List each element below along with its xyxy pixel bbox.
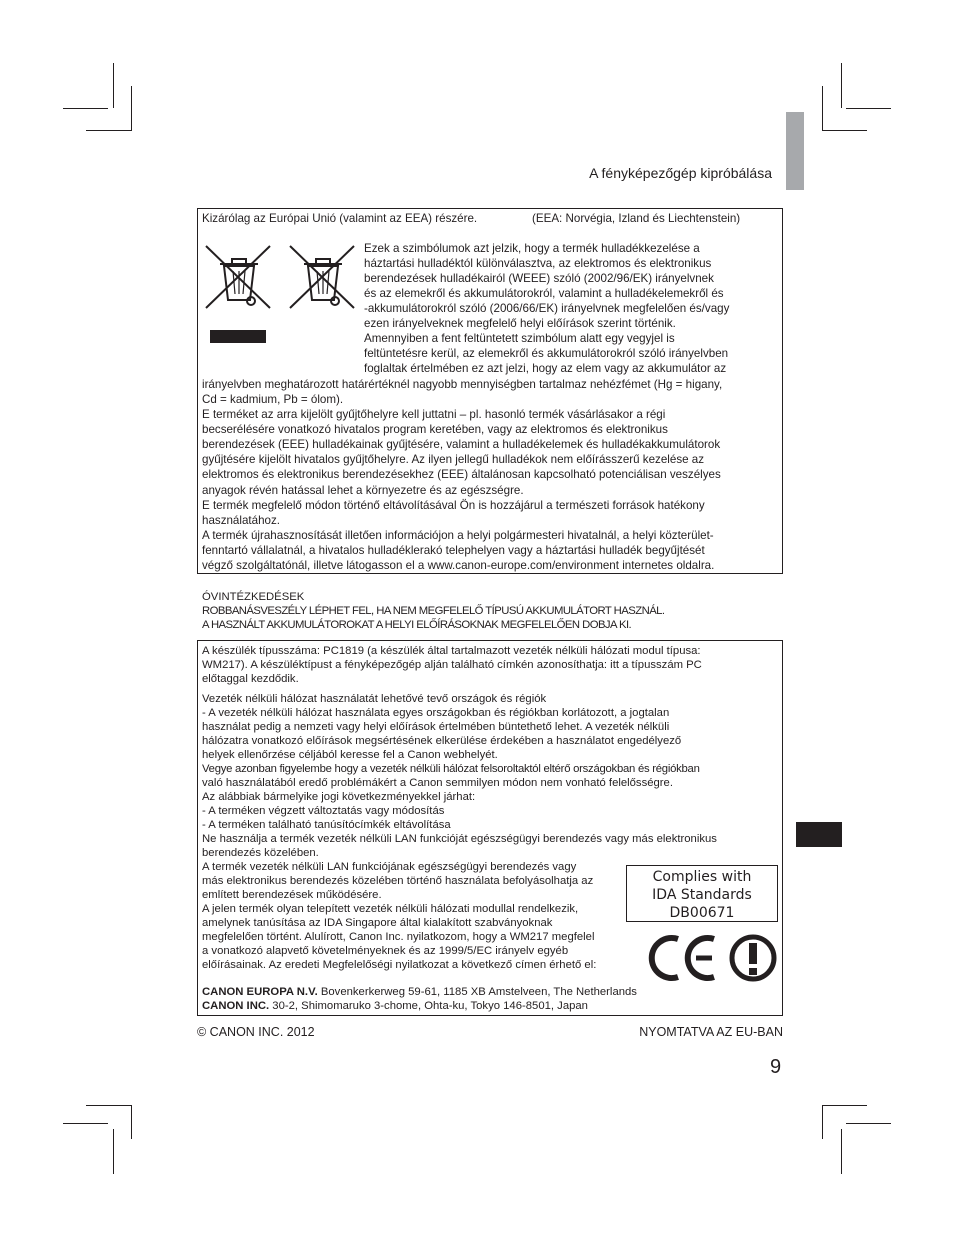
wireless-narrow-line: előírásainak. Az eredeti Megfelelőségi nyilatkozat a következő címen érhető el: bbox=[202, 959, 597, 971]
address-canon-inc bbox=[202, 999, 588, 1013]
weee-line: végző szolgáltatónál, illetve látogasson el a www.canon-europe.com/environment internetes oldalra. bbox=[202, 559, 715, 572]
wireless-line: helyek ellenőrzése céljából keresse fel a Canon webhelyét. bbox=[202, 749, 498, 761]
caution-line: ROBBANÁSVESZÉLY LÉPHET FEL, HA NEM MEGFELELŐ TÍPUSÚ AKKUMULÁTORT HASZNÁL. bbox=[202, 605, 665, 617]
weee-line: használatához. bbox=[202, 514, 280, 527]
ida-line: Complies with bbox=[652, 869, 752, 885]
wireless-intro-line: WM217). A készüléktípust a fényképezőgép alján található címkén azonosíthatja: itt a típusszám PC bbox=[202, 659, 702, 671]
crossed-bin-icon bbox=[202, 244, 274, 310]
crossed-bin-icon-battery bbox=[286, 244, 358, 310]
wireless-line: Vezeték nélküli hálózat használatát lehetővé tevő országok és régiók bbox=[202, 693, 547, 705]
weee-side-line: és az elemekről és akkumulátorokról, valamint a hulladékelemekről és bbox=[364, 287, 724, 300]
wireless-line: Ne használja a termék vezeték nélküli LAN funkcióját egészségügyi berendezés vagy más elektronikus bbox=[202, 833, 717, 845]
eea-note: (EEA: Norvégia, Izland és Liechtenstein) bbox=[532, 212, 741, 225]
wireless-line: - A terméken található tanúsítócímkék eltávolítása bbox=[202, 819, 451, 831]
wireless-line: Vegye azonban figyelembe hogy a vezeték nélküli hálózat felsoroltaktól eltérő országokban és régiókban bbox=[202, 763, 700, 775]
weee-line: becserélésére vonatkozó hivatalos program keretében, vagy az elektromos és elektronikus bbox=[202, 423, 668, 436]
page-number: 9 bbox=[770, 1056, 782, 1078]
weee-side-line: ezen irányelveknek megfelelő helyi előírások szerint történik. bbox=[364, 317, 676, 330]
weee-line: irányelvben meghatározott határértéknél nagyobb mennyiségben tartalmaz nehézfémet (Hg = higany, bbox=[202, 378, 723, 391]
weee-line: E terméket az arra kijelölt gyűjtőhelyre kell juttatni – pl. hasonló termék vásárlásakor a régi bbox=[202, 408, 666, 421]
printed-in-eu: NYOMTATVA AZ EU-BAN bbox=[639, 1025, 783, 1039]
section-title: A fényképezőgép kipróbálása bbox=[589, 165, 772, 181]
wireless-narrow-line: a vonatkozó alapvető követelményeknek és az 1999/5/EC irányelv egyéb bbox=[202, 945, 569, 957]
weee-side-line: Amennyiben a fent feltüntetett szimbólum alatt egy vegyjel is bbox=[364, 332, 675, 345]
wireless-narrow-line: más elektronikus berendezés közelében történő használata befolyásolhatja az bbox=[202, 875, 594, 887]
ida-line: IDA Standards bbox=[652, 887, 752, 903]
wireless-line: használat pedig a nemzeti vagy helyi előírások értelmében büntethető lehet. A vezeték nélküli bbox=[202, 721, 670, 733]
ida-line: DB00671 bbox=[669, 905, 735, 921]
weee-line: anyagok révén hatással lehet a környezetre és az egészségre. bbox=[202, 484, 524, 497]
alert-mark-icon bbox=[728, 934, 778, 982]
eu-only-heading: Kizárólag az Európai Unió (valamint az EEA) részére. bbox=[202, 212, 478, 225]
wireless-narrow-line: A termék vezeték nélküli LAN funkciójának egészségügyi berendezés vagy bbox=[202, 861, 577, 873]
weee-line: fenntartó vállalatnál, a hivatalos hulladéklerakó telephelyen vagy a háztartási hulladék begyűjtését bbox=[202, 544, 705, 557]
wireless-narrow-line: A jelen termék olyan telepített vezeték nélküli hálózati modullal rendelkezik, bbox=[202, 903, 579, 915]
ida-standards-label bbox=[626, 865, 778, 922]
address-europa-name: CANON EUROPA N.V. bbox=[202, 986, 318, 998]
chapter-tab-marker bbox=[786, 112, 804, 190]
weee-side-line: foglaltak értelmében ez azt jelzi, hogy az elem vagy az akkumulátor az bbox=[364, 362, 727, 375]
address-europa bbox=[202, 985, 637, 999]
wireless-narrow-line: említett berendezések működésére. bbox=[202, 889, 382, 901]
weee-side-line: -akkumulátorokról szóló (2006/66/EK) irányelvnek megfelelően és/vagy bbox=[364, 302, 730, 315]
wireless-line: - A terméken végzett változtatás vagy módosítás bbox=[202, 805, 445, 817]
weee-line: gyűjtésére kijelölt hivatalos gyűjtőhelyre. Az ilyen jellegű hulladékok nem előírásszerű kezelése az bbox=[202, 453, 705, 466]
caution-line: A HASZNÁLT AKKUMULÁTOROKAT A HELYI ELŐÍRÁSOKNAK MEGFELELŐEN DOBJA KI. bbox=[202, 619, 632, 631]
wireless-narrow-line: megfelelően történt. Alulírott, Canon Inc. nyilatkozom, hogy a WM217 megfelel bbox=[202, 931, 595, 943]
wireless-line: Az alábbiak bármelyike jogi következményekkel járhat: bbox=[202, 791, 476, 803]
wireless-line: berendezés közelében. bbox=[202, 847, 319, 859]
caution-heading: ÓVINTÉZKEDÉSEK bbox=[202, 591, 305, 603]
weee-side-line: feltüntetésre kerül, az elemekről és akkumulátorokról szóló irányelvben bbox=[364, 347, 729, 360]
language-tab-marker bbox=[796, 822, 842, 847]
wireless-narrow-line: amelynek tanúsítása az IDA Singapore által kialakított szabványoknak bbox=[202, 917, 553, 929]
address-canon-inc-name: CANON INC. bbox=[202, 1000, 270, 1012]
wireless-intro-line: előtaggal kezdődik. bbox=[202, 673, 299, 685]
weee-side-line: háztartási hulladéktól különválasztva, az elektromos és elektronikus bbox=[364, 257, 712, 270]
address-europa-rest: Bovenkerkerweg 59-61, 1185 XB Amstelveen, The Netherlands bbox=[317, 986, 637, 998]
weee-side-line: Ezek a szimbólumok azt jelzik, hogy a termék hulladékkezelése a bbox=[364, 242, 700, 255]
address-canon-inc-rest: 30-2, Shimomaruko 3-chome, Ohta-ku, Tokyo 146-8501, Japan bbox=[269, 1000, 588, 1012]
weee-line: A termék újrahasznosítását illetően információjon a helyi polgármesteri hivatalnál, a helyi közterület- bbox=[202, 529, 714, 542]
weee-line: Cd = kadmium, Pb = ólom). bbox=[202, 393, 344, 406]
wireless-line: való használatából eredő problémákért a Canon semmilyen módon nem vonható felelősségre. bbox=[202, 777, 673, 789]
ce-mark-icon bbox=[644, 934, 720, 982]
wireless-line: hálózatra vonatkozó előírások megsértésének elkerülése érdekében a használatot engedélyező bbox=[202, 735, 682, 747]
weee-side-line: berendezések hulladékairól (WEEE) szóló (2002/96/EK) irányelvnek bbox=[364, 272, 714, 285]
weee-black-bar bbox=[210, 330, 266, 343]
wireless-intro-line: A készülék típusszáma: PC1819 (a készülék által tartalmazott vezeték nélküli hálózati modul típusa: bbox=[202, 645, 701, 657]
weee-line: elektromos és elektronikus berendezésekhez (EEE) általánosan kapcsolható potenciálisan veszélyes bbox=[202, 468, 721, 481]
wireless-line: - A vezeték nélküli hálózat használata egyes országokban és régiókban korlátozott, a jogtalan bbox=[202, 707, 670, 719]
weee-line: berendezések (EEE) hulladékainak gyűjtésére, valamint a hulladékelemek és hulladékakkumulátorok bbox=[202, 438, 721, 451]
copyright: © CANON INC. 2012 bbox=[197, 1025, 315, 1039]
weee-line: E termék megfelelő módon történő eltávolításával Ön is hozzájárul a természeti források hatékony bbox=[202, 499, 705, 512]
